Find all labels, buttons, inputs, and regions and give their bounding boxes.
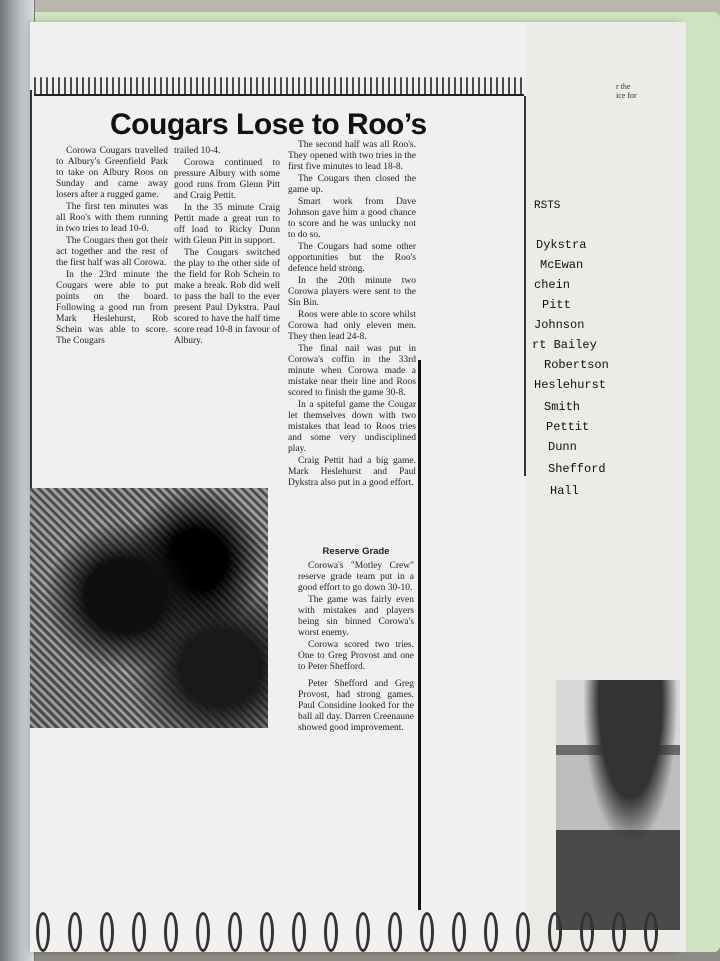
article-column-3: [288, 140, 416, 490]
binding-ring: [260, 912, 274, 952]
team-name: Smith: [544, 400, 581, 414]
binding-ring: [548, 912, 562, 952]
binding-ring: [100, 912, 114, 952]
team-list-header: RSTS: [534, 200, 561, 212]
binding-ring: [484, 912, 498, 952]
binding-ring: [196, 912, 210, 952]
team-name: Hall: [550, 484, 579, 498]
paragraph: The second half was all Roo's. They opened with two tries in the first five minutes to lead 18-8.: [288, 140, 416, 172]
paragraph: The Cougars switched the play to the other side of the field for Rob Schein to make a break. Rob did well to pass the ball to the ever present Paul Dykstra. Paul scored to have the half time score read 10-8 in favour of Albury.: [174, 248, 280, 346]
paragraph: Craig Pettit had a big game. Mark Heslehurst and Paul Dykstra also put in a good effort.: [288, 456, 416, 488]
article-headline: Cougars Lose to Roo’s: [110, 108, 427, 141]
reserve-grade-section: [298, 544, 414, 735]
binding-ring: [292, 912, 306, 952]
reserve-grade-heading: Reserve Grade: [322, 546, 390, 557]
team-name: Robertson: [544, 358, 609, 372]
paragraph: In a spiteful game the Cougar let themselves down with two mistakes that lead to Roos tries and some very undisciplined play.: [288, 400, 416, 454]
team-name: Dunn: [548, 440, 577, 454]
paragraph: Corowa's "Motley Crew" reserve grade team put in a good effort to go down 30-10.: [298, 561, 414, 593]
paragraph: The Cougars then closed the game up.: [288, 174, 416, 195]
edge-line: r the: [616, 82, 631, 91]
rugby-match-photo: [30, 488, 268, 728]
article-column-1: [56, 146, 168, 348]
paragraph: Corowa Cougars travelled to Albury's Greenfield Park to take on Albury Roos on Sunday and came away losers after a rugged game.: [56, 146, 168, 200]
binding-ring: [324, 912, 338, 952]
binding-ring: [644, 912, 658, 952]
paragraph: The final nail was put in Corowa's coffin in the 33rd minute when Corowa made a mistake near their line and Roos scored to finish the game 30-8.: [288, 344, 416, 398]
team-name: McEwan: [540, 258, 584, 272]
binding-ring: [452, 912, 466, 952]
paragraph: The Cougars had some other opportunities but the Roo's defence held strong.: [288, 242, 416, 274]
top-rule: [34, 94, 524, 96]
paragraph: Corowa continued to pressure Albury with some good runs from Glenn Pitt and Craig Pettit.: [174, 158, 280, 201]
paragraph: In the 35 minute Craig Pettit made a great run to off load to Ricky Dunn with Glenn Pitt in support.: [174, 203, 280, 246]
team-name: Dykstra: [536, 238, 587, 252]
column-rule: [418, 360, 421, 910]
paragraph: Roos were able to score whilst Corowa had only eleven men. They then lead 24-8.: [288, 310, 416, 342]
binding-ring: [132, 912, 146, 952]
binding-ring: [388, 912, 402, 952]
binding-ring: [36, 912, 50, 952]
binding-ring: [68, 912, 82, 952]
paragraph: The first ten minutes was all Roo's with them running in two tries to lead 10-0.: [56, 202, 168, 234]
paragraph: Smart work from Dave Johnson gave him a good chance to score and he was unlucky not to do so.: [288, 197, 416, 240]
field-photo: [556, 680, 680, 930]
paragraph: Peter Shefford and Greg Provost, had strong games. Paul Considine looked for the ball all day. Darren Creenaune showed good improvement.: [298, 679, 414, 733]
binding-ring: [580, 912, 594, 952]
facing-page-edge-text: [616, 82, 637, 100]
left-rule: [30, 90, 32, 490]
team-name: Pitt: [542, 298, 571, 312]
binding-ring: [228, 912, 242, 952]
team-name: Heslehurst: [534, 378, 607, 392]
binding-ring: [612, 912, 626, 952]
paragraph: The game was fairly even with mistakes and players being sin binned Corowa's worst enemy.: [298, 595, 414, 638]
spiral-binding: [30, 912, 680, 952]
paragraph: The Cougars then got their act together and the rest of the first half was all Corowa.: [56, 236, 168, 268]
binding-ring: [516, 912, 530, 952]
team-name: rt Bailey: [532, 338, 597, 352]
team-name: chein: [534, 278, 571, 292]
team-name: Johnson: [534, 318, 585, 332]
edge-line: ice for: [616, 91, 637, 100]
paragraph: trailed 10-4.: [174, 146, 221, 156]
team-name: Pettit: [546, 420, 590, 434]
paragraph: In the 23rd minute the Cougars were able to put points on the board. Following a good run from Mark Heslehurst, Rob Schein was able to score. The Cougars: [56, 270, 168, 346]
team-name: Shefford: [548, 462, 606, 476]
paragraph: Corowa scored two tries. One to Greg Provost and one to Peter Shefford.: [298, 640, 414, 672]
right-rule: [524, 96, 526, 476]
article-column-2: [174, 146, 280, 348]
paragraph: In the 20th minute two Corowa players were sent to the Sin Bin.: [288, 276, 416, 308]
binding-ring: [164, 912, 178, 952]
binding-ring: [420, 912, 434, 952]
binding-ring: [356, 912, 370, 952]
